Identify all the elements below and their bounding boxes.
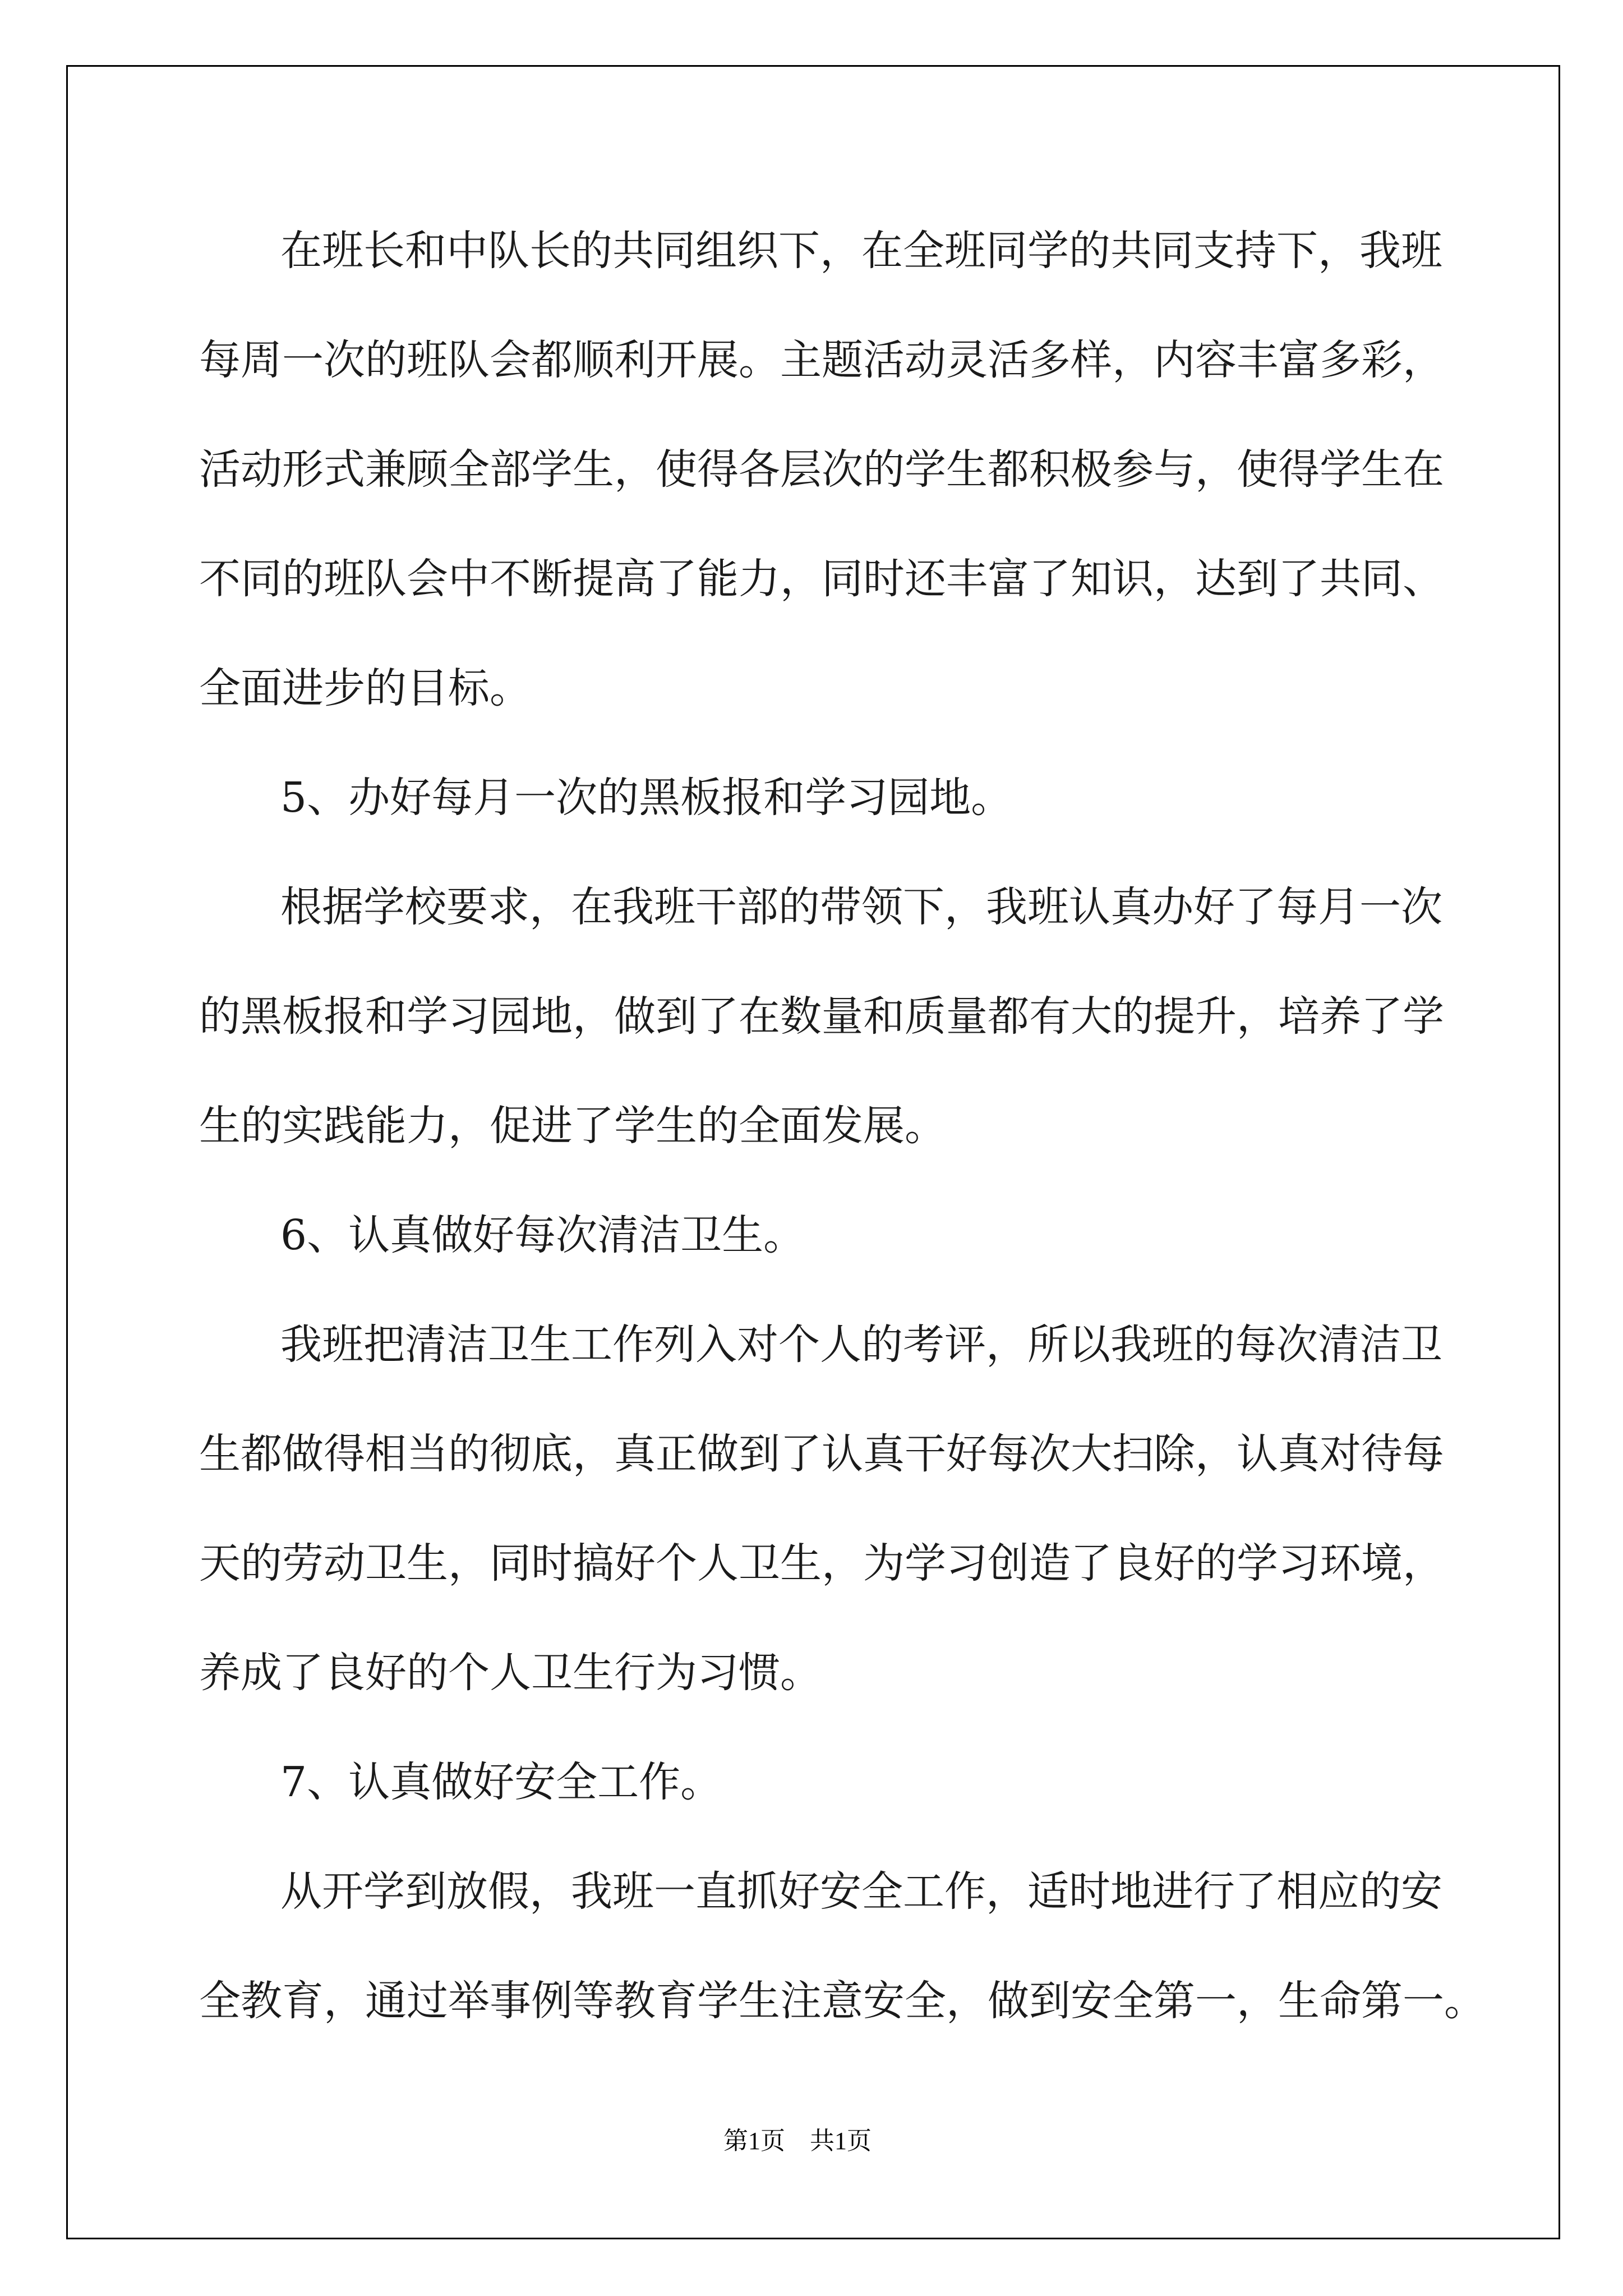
text-line: 我班把清洁卫生工作列入对个人的考评，所以我班的每次清洁卫 (280, 1320, 1442, 1369)
page-footer: 第1页 共1页 (723, 2127, 872, 2155)
text-line: 从开学到放假，我班一直抓好安全工作，适时地进行了相应的安 (280, 1867, 1442, 1916)
text-line: 全教育，通过举事例等教育学生注意安全，做到安全第一，生命第一。 (199, 1977, 1486, 2025)
text-line: 养成了良好的个人卫生行为习惯。 (199, 1649, 822, 1697)
text-line: 生都做得相当的彻底，真正做到了认真干好每次大扫除，认真对待每 (199, 1430, 1444, 1478)
text-line: 不同的班队会中不断提高了能力，同时还丰富了知识，达到了共同、 (199, 555, 1444, 603)
heading-line: 7、认真做好安全工作。 (280, 1758, 722, 1806)
text-line: 生的实践能力，促进了学生的全面发展。 (199, 1102, 946, 1150)
heading-line: 6、认真做好每次清洁卫生。 (280, 1211, 805, 1259)
text-line: 的黑板报和学习园地，做到了在数量和质量都有大的提升，培养了学 (199, 992, 1444, 1041)
text-line: 天的劳动卫生，同时搞好个人卫生，为学习创造了良好的学习环境， (199, 1539, 1444, 1588)
text-line: 活动形式兼顾全部学生，使得各层次的学生都积极参与，使得学生在 (199, 445, 1444, 494)
text-line: 每周一次的班队会都顺利开展。主题活动灵活多样，内容丰富多彩， (199, 336, 1444, 384)
heading-line: 5、办好每月一次的黑板报和学习园地。 (280, 774, 1013, 822)
text-line: 全面进步的目标。 (199, 664, 531, 712)
text-line: 在班长和中队长的共同组织下，在全班同学的共同支持下，我班 (280, 227, 1442, 275)
text-line: 根据学校要求，在我班干部的带领下，我班认真办好了每月一次 (280, 883, 1442, 931)
